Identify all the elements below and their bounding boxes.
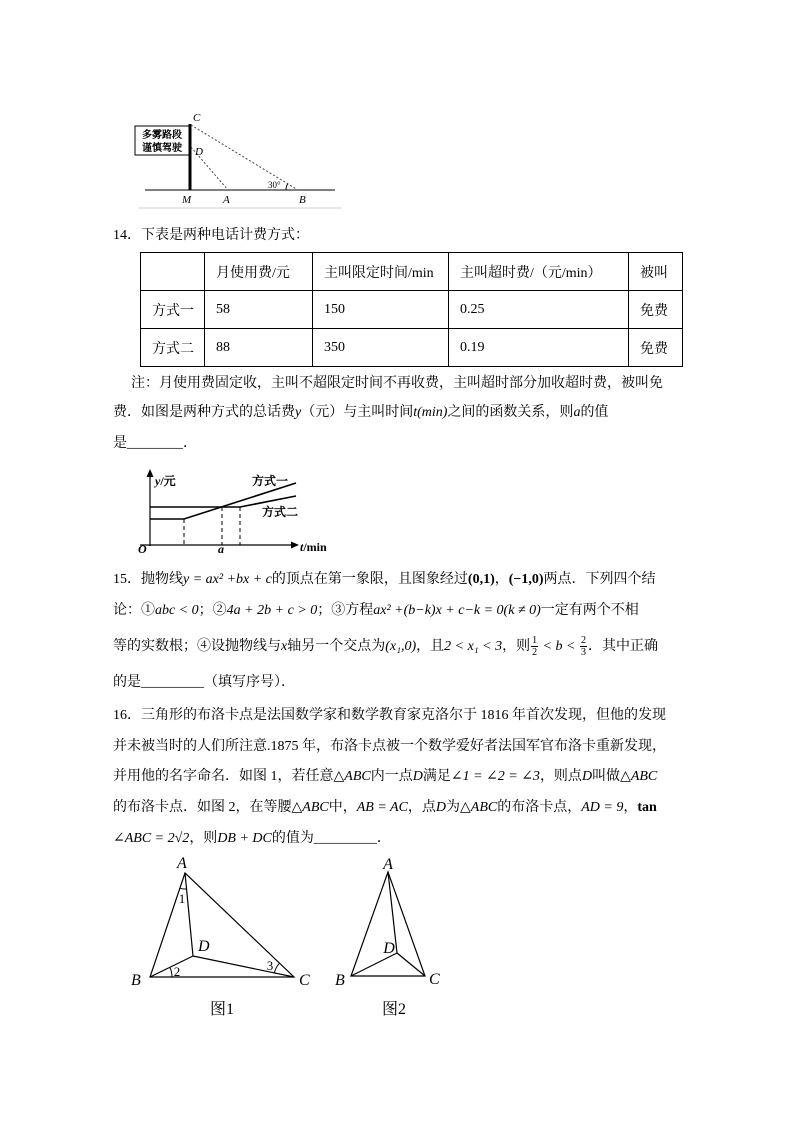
table-header-cell: 月使用费/元 bbox=[205, 253, 313, 291]
fraction-denominator: 3 bbox=[581, 647, 587, 659]
point-label-a: A bbox=[223, 194, 230, 206]
q14-note-line1: 注：月使用费固定收，主叫不超限定时间不再收费，主叫超时部分加收超时费，被叫免 bbox=[131, 376, 663, 391]
q16-text: 内一点 bbox=[370, 769, 413, 784]
point-label-d: D bbox=[198, 938, 210, 955]
dotted-line-c-to-b bbox=[191, 125, 298, 190]
table-cell: 58 bbox=[205, 291, 313, 329]
q16-line2: 并未被当时的人们所注意.1875 年，布洛卡点被一个数学爱好者法国军官布洛卡重新发现， bbox=[113, 739, 666, 754]
fraction-two-thirds bbox=[580, 635, 587, 658]
table-cell: 0.25 bbox=[449, 291, 629, 329]
billing-table bbox=[140, 252, 683, 367]
note-text: （元）与主叫时间 bbox=[301, 405, 414, 420]
a-label: a bbox=[218, 542, 224, 556]
cost-graph bbox=[136, 466, 336, 558]
q14-answer-blank: 是________． bbox=[113, 436, 197, 451]
figure-2-caption: 图2 bbox=[381, 1001, 407, 1018]
q15-text: ，则 bbox=[502, 639, 531, 654]
math-triangle: △ABC bbox=[333, 769, 371, 784]
angle-arc-1 bbox=[180, 888, 187, 889]
q15-text: 等的实数根；④设抛物线与 bbox=[113, 639, 281, 654]
q16-text: 为 bbox=[446, 800, 461, 815]
table-row bbox=[141, 329, 683, 367]
q16-text: ， bbox=[623, 800, 638, 815]
sign-text-line2: 谨慎驾驶 bbox=[142, 143, 182, 154]
math-point: (x₁,0) bbox=[385, 639, 417, 654]
q15-line1 bbox=[113, 570, 656, 590]
math-expression: DB + DC bbox=[217, 831, 272, 846]
angle-arc-3 bbox=[274, 963, 279, 973]
q15-line2 bbox=[113, 601, 639, 621]
q15-text: ，且 bbox=[416, 639, 445, 654]
math-triangle: △ABC bbox=[460, 800, 498, 815]
math-equation: ax² +(b−k)x + c−k = 0(k ≠ 0) bbox=[373, 603, 541, 618]
q16-text: 满足 bbox=[422, 769, 451, 784]
x-axis-unit: /min bbox=[303, 540, 327, 554]
q15-text: ， bbox=[494, 572, 509, 587]
math-var-a: a bbox=[573, 405, 581, 420]
math-tan: tan bbox=[637, 800, 657, 815]
table-header-cell: 主叫限定时间/min bbox=[313, 253, 449, 291]
q16-text: 的布洛卡点．如图 2，在等腰 bbox=[113, 800, 292, 815]
angle-label: 30° bbox=[268, 180, 281, 190]
fraction-numerator: 2 bbox=[581, 635, 587, 647]
math-inequality: 2 < x₁ < 3 bbox=[444, 639, 503, 654]
point-label-d: D bbox=[383, 940, 395, 957]
vertex-label-a: A bbox=[177, 855, 187, 872]
q15-text: 两点．下列四个结 bbox=[543, 572, 656, 587]
q15-text: 论：① bbox=[113, 603, 155, 618]
math-var-d: D bbox=[412, 769, 423, 784]
q14-note-line2 bbox=[113, 403, 608, 423]
math-inequality: < b < bbox=[539, 639, 580, 654]
math-var-y: y bbox=[295, 405, 302, 420]
q15-text: 的顶点在第一象限，且图象经过 bbox=[271, 572, 468, 587]
angle-arc-b bbox=[286, 184, 288, 190]
table-cell: 88 bbox=[205, 329, 313, 367]
q15-text: 一定有两个不相 bbox=[540, 603, 639, 618]
angle-label-3: 3 bbox=[266, 958, 274, 973]
point-label-d: D bbox=[195, 146, 203, 158]
q15-line3 bbox=[113, 635, 658, 659]
point-label-m: M bbox=[182, 194, 192, 206]
table-cell: 免费 bbox=[629, 291, 683, 329]
math-parabola: y = ax² +bx + c bbox=[183, 572, 272, 587]
figure-1-caption: 图1 bbox=[209, 1001, 235, 1018]
vertex-label-c: C bbox=[299, 972, 310, 989]
table-cell: 350 bbox=[313, 329, 449, 367]
fraction-one-half bbox=[531, 635, 538, 658]
x-axis-label bbox=[300, 540, 327, 554]
angle-label-1: 1 bbox=[178, 891, 186, 906]
table-header-cell: 主叫超时费/（元/min） bbox=[449, 253, 629, 291]
q15-text: ；② bbox=[198, 603, 227, 618]
vertex-label-c: C bbox=[429, 971, 440, 988]
math-triangle: △ABC bbox=[620, 769, 658, 784]
point-label-b: B bbox=[299, 194, 306, 206]
origin-label: O bbox=[138, 542, 147, 556]
q16-line3 bbox=[113, 767, 657, 787]
fraction-numerator: 1 bbox=[532, 635, 538, 647]
table-cell: 方式二 bbox=[141, 329, 205, 367]
table-header-row bbox=[141, 253, 683, 291]
q16-line1: 16．三角形的布洛卡点是法国数学家和数学教育家克洛尔于 1816 年首次发现，但他的发现 bbox=[113, 708, 666, 723]
math-point: (−1,0) bbox=[508, 572, 544, 587]
series-label-method1: 方式一 bbox=[252, 474, 289, 488]
x-axis-var: t bbox=[300, 540, 304, 554]
table-corner-cell bbox=[141, 253, 205, 291]
q16-text: 并用他的名字命名．如图 1，若任意 bbox=[113, 769, 334, 784]
table-row bbox=[141, 291, 683, 329]
series-label-method2: 方式二 bbox=[262, 505, 299, 519]
sign-text-line1: 多雾路段 bbox=[142, 130, 182, 141]
q16-line5 bbox=[113, 829, 391, 849]
figure-1 bbox=[125, 850, 325, 1025]
math-var-x: x bbox=[281, 639, 288, 654]
math-equation: AD = 9 bbox=[581, 800, 624, 815]
note-text: 费．如图是两种方式的总话费 bbox=[113, 405, 295, 420]
math-point: (0,1) bbox=[467, 572, 495, 587]
q15-text: ；③方程 bbox=[317, 603, 374, 618]
table-cell: 方式一 bbox=[141, 291, 205, 329]
table-cell: 免费 bbox=[629, 329, 683, 367]
fraction-denominator: 2 bbox=[532, 647, 538, 659]
math-equation: ∠ABC = 2√2 bbox=[113, 831, 190, 846]
vertex-label-b: B bbox=[335, 972, 345, 989]
table-cell: 0.19 bbox=[449, 329, 629, 367]
q15-text: ．其中正确 bbox=[588, 639, 659, 654]
angle-label-2: 2 bbox=[173, 964, 181, 979]
q16-text: 中， bbox=[328, 800, 357, 815]
q16-text: ，则 bbox=[189, 831, 218, 846]
q15-answer-blank: 的是_________（填写序号）． bbox=[113, 675, 295, 690]
vertex-label-b: B bbox=[131, 972, 141, 989]
y-axis-label bbox=[153, 473, 176, 488]
q16-line4 bbox=[113, 798, 657, 818]
y-axis-var: y bbox=[155, 474, 161, 488]
note-text: 的值 bbox=[580, 405, 609, 420]
y-axis-arrow bbox=[147, 469, 154, 477]
y-axis-unit: /元 bbox=[160, 474, 176, 488]
q16-text: 叫做 bbox=[592, 769, 621, 784]
q15-text: 15．抛物线 bbox=[113, 572, 183, 587]
table-cell: 150 bbox=[313, 291, 449, 329]
q16-text: ，则点 bbox=[539, 769, 582, 784]
segment-cd bbox=[193, 956, 294, 977]
triangle-abc bbox=[351, 872, 425, 976]
math-var-d: D bbox=[435, 800, 447, 815]
sign-figure bbox=[130, 105, 345, 215]
math-expression: 4a + 2b + c > 0 bbox=[226, 603, 318, 618]
math-var-d: D bbox=[581, 769, 593, 784]
point-label-c: C bbox=[193, 112, 201, 124]
math-var-t: t(min) bbox=[413, 405, 448, 420]
math-angle-equality: ∠1 = ∠2 = ∠3 bbox=[450, 769, 540, 784]
q15-text: 轴另一个交点为 bbox=[287, 639, 386, 654]
q16-answer-blank: 的值为_________． bbox=[271, 831, 391, 846]
figure-2 bbox=[330, 850, 450, 1025]
note-text: 之间的函数关系，则 bbox=[447, 405, 574, 420]
vertex-label-a: A bbox=[383, 856, 393, 873]
math-triangle: △ABC bbox=[291, 800, 329, 815]
x-axis-arrow bbox=[291, 542, 299, 549]
math-expression: abc < 0 bbox=[155, 603, 199, 618]
segment-ad bbox=[185, 873, 193, 956]
angle-arc-2 bbox=[170, 967, 172, 977]
math-equation: AB = AC bbox=[356, 800, 408, 815]
q14-stem: 14．下表是两种电话计费方式： bbox=[113, 228, 309, 243]
q16-text: 的布洛卡点， bbox=[497, 800, 582, 815]
table-header-cell: 被叫 bbox=[629, 253, 683, 291]
q16-text: ，点 bbox=[407, 800, 436, 815]
